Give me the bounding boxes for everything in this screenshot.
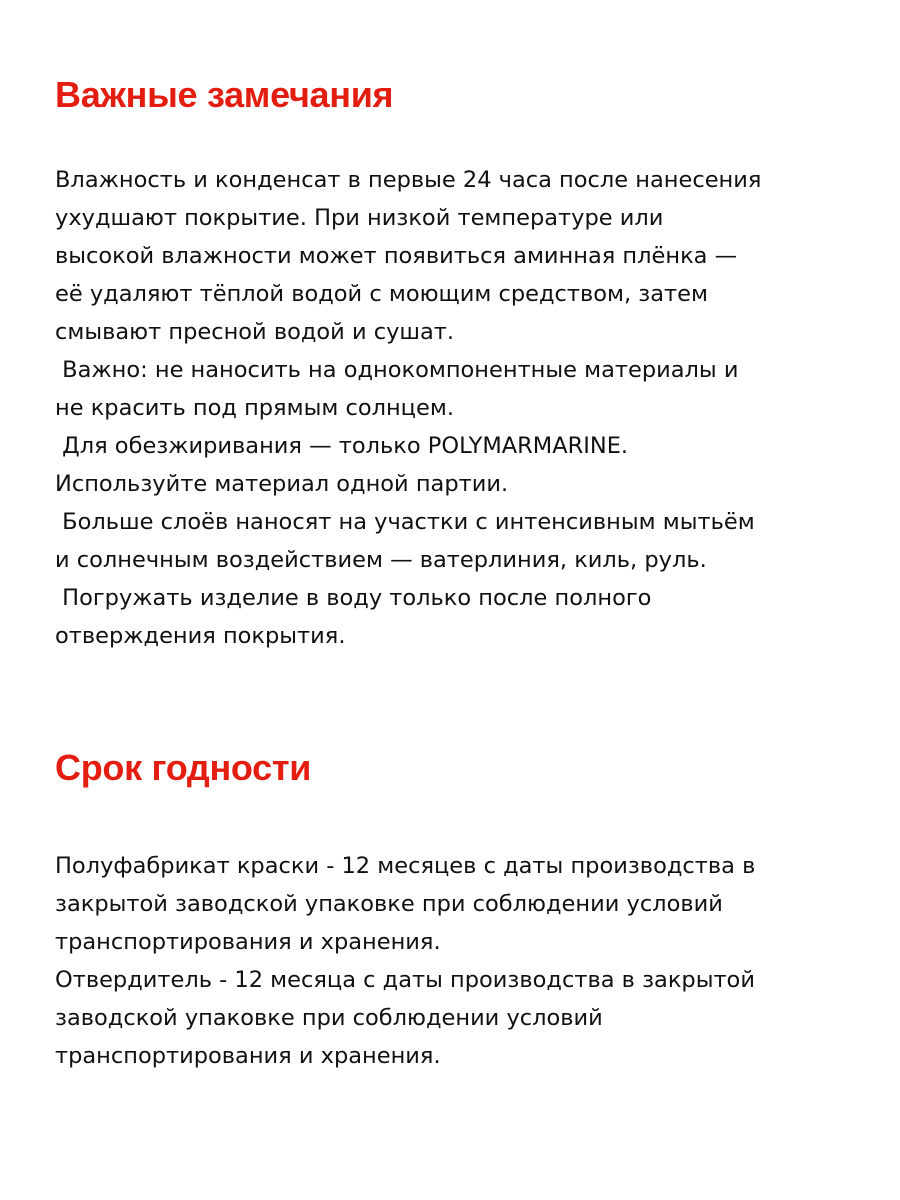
text-line: Влажность и конденсат в первые 24 часа после нанесения	[55, 167, 762, 193]
section-title-important-notes: Важные замечания	[55, 74, 394, 115]
text-line: Для обезжиривания — только POLYMARMARINE.	[55, 433, 629, 459]
important-notes-text	[55, 161, 845, 655]
text-line: Погружать изделие в воду только после полного	[55, 585, 652, 611]
text-line: Больше слоёв наносят на участки с интенсивным мытьём	[55, 509, 755, 535]
text-line: ухудшают покрытие. При низкой температуре или	[55, 205, 664, 231]
section-title-shelf-life: Срок годности	[55, 747, 312, 788]
text-line: Отвердитель - 12 месяца с даты производства в закрытой	[55, 967, 755, 993]
text-line: транспортирования и хранения.	[55, 929, 441, 955]
text-line: не красить под прямым солнцем.	[55, 395, 454, 421]
text-line: и солнечным воздействием — ватерлиния, киль, руль.	[55, 547, 707, 573]
text-line: Используйте материал одной партии.	[55, 471, 509, 497]
text-line: смывают пресной водой и сушат.	[55, 319, 455, 345]
shelf-life-text	[55, 847, 845, 1075]
text-line: отверждения покрытия.	[55, 623, 346, 649]
text-line: высокой влажности может появиться аминная плёнка —	[55, 243, 738, 269]
text-line: закрытой заводской упаковке при соблюдении условий	[55, 891, 723, 917]
text-line: заводской упаковке при соблюдении условий	[55, 1005, 603, 1031]
text-line: её удаляют тёплой водой с моющим средством, затем	[55, 281, 708, 307]
text-line: Важно: не наносить на однокомпонентные материалы и	[55, 357, 739, 383]
text-line: Полуфабрикат краски - 12 месяцев с даты производства в	[55, 853, 756, 879]
text-line: транспортирования и хранения.	[55, 1043, 441, 1069]
